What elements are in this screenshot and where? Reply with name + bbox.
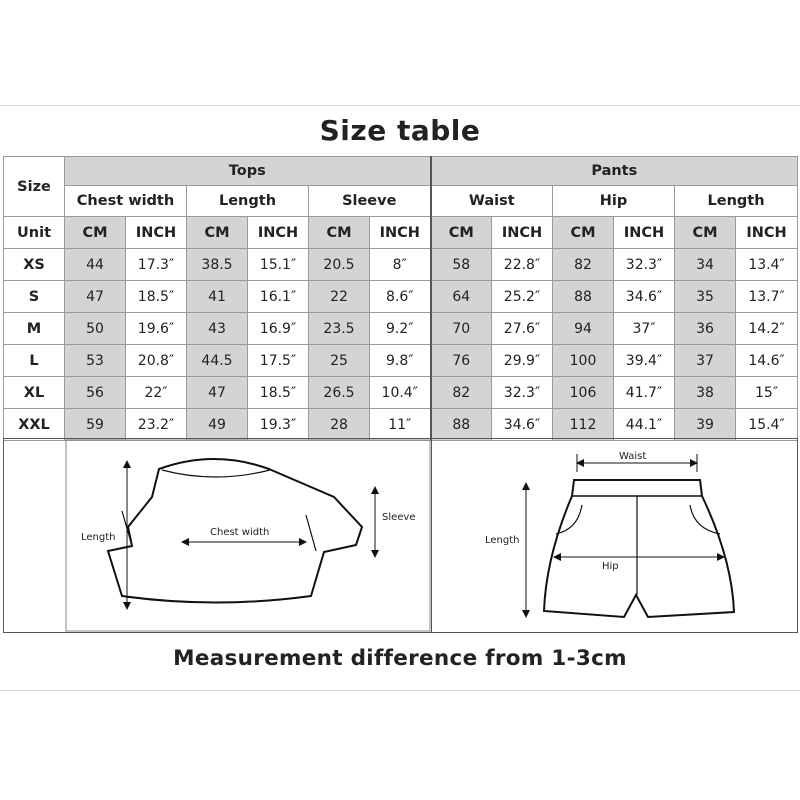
value-cell: 88 xyxy=(553,281,614,313)
unit-cell: CM xyxy=(675,217,736,249)
value-cell: 17.3″ xyxy=(126,249,187,281)
size-label-cell: XS xyxy=(4,249,65,281)
value-cell: 20.5 xyxy=(309,249,370,281)
value-cell: 20.8″ xyxy=(126,345,187,377)
value-cell: 16.1″ xyxy=(248,281,309,313)
unit-cell: INCH xyxy=(248,217,309,249)
value-cell: 41 xyxy=(187,281,248,313)
pants-diagram xyxy=(432,439,797,632)
value-cell: 88 xyxy=(431,409,492,441)
measure-sleeve: Sleeve xyxy=(309,186,431,217)
unit-cell: CM xyxy=(309,217,370,249)
value-cell: 25.2″ xyxy=(492,281,553,313)
value-cell: 10.4″ xyxy=(370,377,431,409)
value-cell: 19.3″ xyxy=(248,409,309,441)
value-cell: 32.3″ xyxy=(492,377,553,409)
value-cell: 58 xyxy=(431,249,492,281)
pants-header: Pants xyxy=(431,157,798,186)
measure-tops-length: Length xyxy=(187,186,309,217)
size-table xyxy=(3,156,798,441)
value-cell: 28 xyxy=(309,409,370,441)
measurement-note: Measurement difference from 1-3cm xyxy=(173,646,627,671)
value-cell: 17.5″ xyxy=(248,345,309,377)
value-cell: 34.6″ xyxy=(614,281,675,313)
sleeve-annotation: Sleeve xyxy=(382,512,416,523)
value-cell: 106 xyxy=(553,377,614,409)
value-cell: 26.5 xyxy=(309,377,370,409)
value-cell: 8″ xyxy=(370,249,431,281)
value-cell: 13.4″ xyxy=(736,249,798,281)
value-cell: 16.9″ xyxy=(248,313,309,345)
length-annotation: Length xyxy=(81,532,116,543)
unit-cell: CM xyxy=(431,217,492,249)
value-cell: 44.1″ xyxy=(614,409,675,441)
measure-header-row xyxy=(4,186,798,217)
value-cell: 56 xyxy=(65,377,126,409)
size-label-cell: XXL xyxy=(4,409,65,441)
value-cell: 43 xyxy=(187,313,248,345)
measure-waist: Waist xyxy=(431,186,553,217)
value-cell: 53 xyxy=(65,345,126,377)
value-cell: 22″ xyxy=(126,377,187,409)
value-cell: 37″ xyxy=(614,313,675,345)
value-cell: 34.6″ xyxy=(492,409,553,441)
table-row xyxy=(4,345,798,377)
value-cell: 76 xyxy=(431,345,492,377)
unit-cell: INCH xyxy=(736,217,798,249)
value-cell: 49 xyxy=(187,409,248,441)
value-cell: 59 xyxy=(65,409,126,441)
value-cell: 44.5 xyxy=(187,345,248,377)
value-cell: 112 xyxy=(553,409,614,441)
unit-cell: CM xyxy=(187,217,248,249)
value-cell: 13.7″ xyxy=(736,281,798,313)
measure-hip: Hip xyxy=(553,186,675,217)
value-cell: 27.6″ xyxy=(492,313,553,345)
value-cell: 15″ xyxy=(736,377,798,409)
value-cell: 32.3″ xyxy=(614,249,675,281)
value-cell: 36 xyxy=(675,313,736,345)
value-cell: 14.2″ xyxy=(736,313,798,345)
table-row xyxy=(4,313,798,345)
measure-pants-length: Length xyxy=(675,186,798,217)
table-row xyxy=(4,281,798,313)
value-cell: 100 xyxy=(553,345,614,377)
tops-header: Tops xyxy=(65,157,431,186)
value-cell: 47 xyxy=(187,377,248,409)
tops-diagram xyxy=(4,439,431,632)
value-cell: 25 xyxy=(309,345,370,377)
value-cell: 18.5″ xyxy=(248,377,309,409)
value-cell: 82 xyxy=(431,377,492,409)
value-cell: 37 xyxy=(675,345,736,377)
size-label-cell: M xyxy=(4,313,65,345)
page-title: Size table xyxy=(319,114,481,147)
waist-annotation: Waist xyxy=(619,451,647,462)
table-row xyxy=(4,249,798,281)
value-cell: 19.6″ xyxy=(126,313,187,345)
size-label-cell: XL xyxy=(4,377,65,409)
value-cell: 38.5 xyxy=(187,249,248,281)
top-divider xyxy=(0,105,800,106)
value-cell: 9.8″ xyxy=(370,345,431,377)
unit-cell: INCH xyxy=(126,217,187,249)
value-cell: 15.4″ xyxy=(736,409,798,441)
value-cell: 14.6″ xyxy=(736,345,798,377)
value-cell: 8.6″ xyxy=(370,281,431,313)
hip-annotation: Hip xyxy=(602,561,619,572)
unit-cell: CM xyxy=(553,217,614,249)
size-label-cell: L xyxy=(4,345,65,377)
value-cell: 39.4″ xyxy=(614,345,675,377)
value-cell: 38 xyxy=(675,377,736,409)
unit-cell: INCH xyxy=(492,217,553,249)
table-row xyxy=(4,377,798,409)
value-cell: 94 xyxy=(553,313,614,345)
value-cell: 23.2″ xyxy=(126,409,187,441)
unit-cell: INCH xyxy=(614,217,675,249)
tops-diagram-panel xyxy=(3,438,432,633)
value-cell: 35 xyxy=(675,281,736,313)
pants-diagram-panel xyxy=(431,438,798,633)
value-cell: 44 xyxy=(65,249,126,281)
value-cell: 22 xyxy=(309,281,370,313)
table-row xyxy=(4,409,798,441)
length-annotation: Length xyxy=(485,535,520,546)
value-cell: 23.5 xyxy=(309,313,370,345)
unit-row xyxy=(4,217,798,249)
unit-header: Unit xyxy=(4,217,65,249)
value-cell: 11″ xyxy=(370,409,431,441)
value-cell: 41.7″ xyxy=(614,377,675,409)
value-cell: 22.8″ xyxy=(492,249,553,281)
value-cell: 18.5″ xyxy=(126,281,187,313)
shorts-outline-icon xyxy=(544,480,734,617)
value-cell: 70 xyxy=(431,313,492,345)
chest-width-annotation: Chest width xyxy=(210,527,270,538)
size-header: Size xyxy=(4,157,65,217)
bottom-divider xyxy=(0,690,800,691)
size-label-cell: S xyxy=(4,281,65,313)
value-cell: 50 xyxy=(65,313,126,345)
value-cell: 64 xyxy=(431,281,492,313)
value-cell: 29.9″ xyxy=(492,345,553,377)
value-cell: 82 xyxy=(553,249,614,281)
unit-cell: CM xyxy=(65,217,126,249)
measure-chest-width: Chest width xyxy=(65,186,187,217)
value-cell: 39 xyxy=(675,409,736,441)
value-cell: 34 xyxy=(675,249,736,281)
unit-cell: INCH xyxy=(370,217,431,249)
value-cell: 47 xyxy=(65,281,126,313)
value-cell: 15.1″ xyxy=(248,249,309,281)
value-cell: 9.2″ xyxy=(370,313,431,345)
